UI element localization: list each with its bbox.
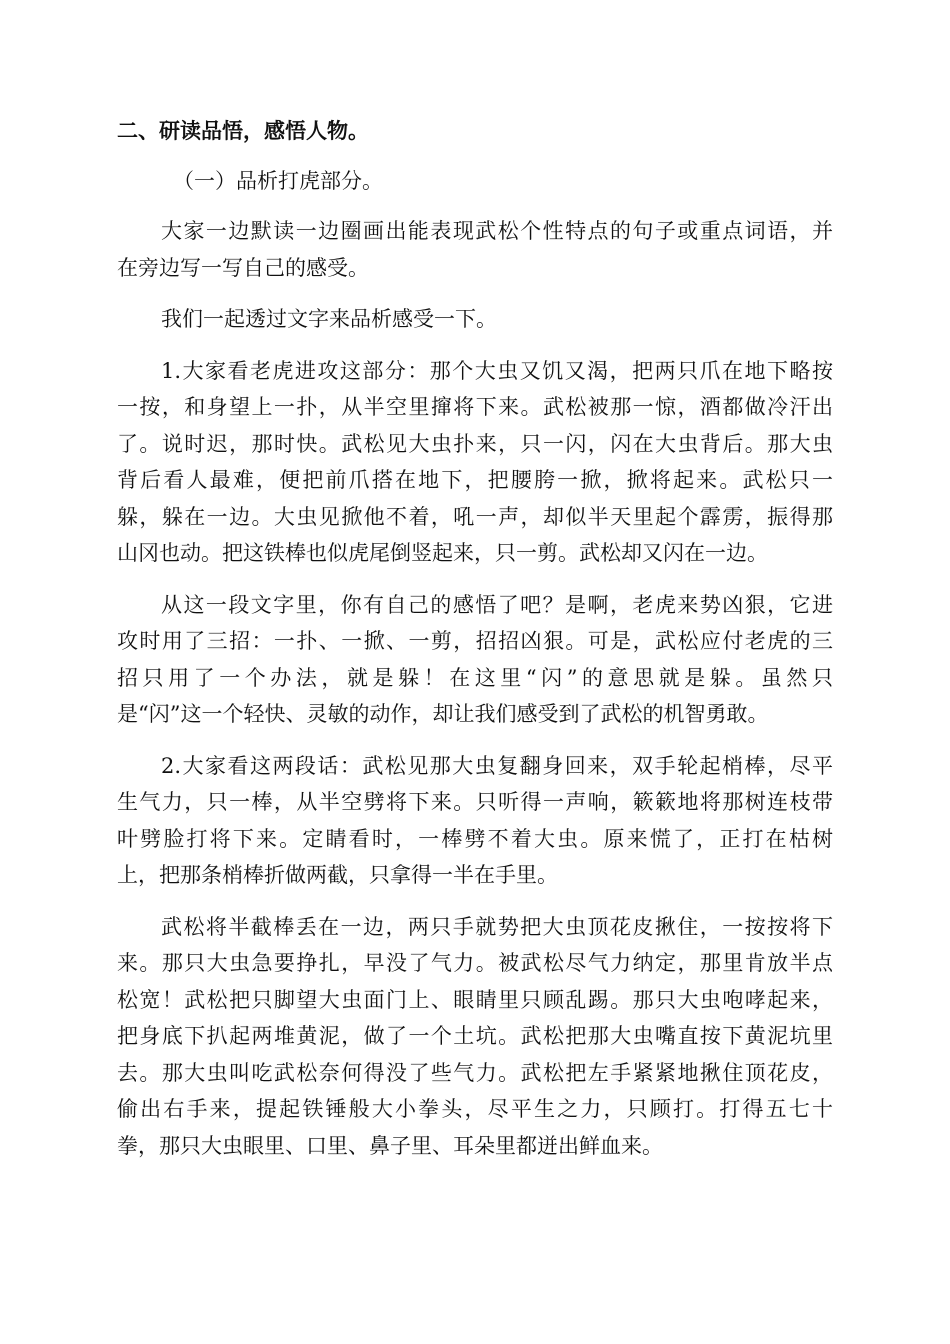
paragraph-line: 去。那大虫叫吃武松奈何得没了些气力。武松把左手紧紧地揪住顶花皮， [117,1060,833,1085]
section-heading: 二、研读品悟，感悟人物。 [117,118,369,143]
paragraph-line: 背后看人最难，便把前爪搭在地下，把腰胯一掀，掀将起来。武松只一 [117,468,833,492]
subsection-heading: （一）品析打虎部分。 [173,169,383,193]
paragraph-line: 来。那只大虫急要挣扎，早没了气力。被武松尽气力纳定，那里肯放半点 [117,951,833,975]
paragraph-line: 我们一起透过文字来品析感受一下。 [161,307,497,331]
paragraph-line: 叶劈脸打将下来。定睛看时，一棒劈不着大虫。原来慌了，正打在枯树 [117,826,833,851]
paragraph [117,301,833,338]
paragraph-line: 1.大家看老虎进攻这部分：那个大虫又饥又渴，把两只爪在地下略按 [161,358,833,383]
paragraph-line: 上，把那条梢棒折做两截，只拿得一半在手里。 [117,863,558,887]
paragraph-line: 大家一边默读一边圈画出能表现武松个性特点的句子或重点词语，并 [161,219,833,243]
paragraph [117,587,833,733]
paragraph-line: 躲，躲在一边。大虫见掀他不着，吼一声，却似半天里起个霹雳，振得那 [117,504,833,529]
paragraph-line: 在旁边写一写自己的感受。 [117,255,369,280]
paragraph [117,353,833,572]
paragraph-line: 一按，和身望上一扑，从半空里撺将下来。武松被那一惊，酒都做冷汗出 [117,395,833,419]
paragraph-line: 松宽！武松把只脚望大虫面门上、眼睛里只顾乱踢。那只大虫咆哮起来， [117,987,833,1012]
paragraph-line: 是“闪”这一个轻快、灵敏的动作，却让我们感受到了武松的机智勇敢。 [117,702,769,726]
paragraph-line: 把身底下扒起两堆黄泥，做了一个土坑。武松把那大虫嘴直按下黄泥坑里 [117,1024,833,1048]
paragraph-line: 武松将半截棒丢在一边，两只手就势把大虫顶花皮揪住，一按按将下 [161,914,833,939]
document-body [117,113,833,1179]
paragraph-line: 2.大家看这两段话：武松见那大虫复翻身回来，双手轮起梢棒，尽平 [161,753,833,778]
paragraph [117,909,833,1165]
paragraph [117,748,833,894]
paragraph [117,213,833,286]
paragraph-line: 山冈也动。把这铁棒也似虎尾倒竖起来，只一剪。武松却又闪在一边。 [117,541,768,565]
paragraph-line: 从这一段文字里，你有自己的感悟了吧？是啊，老虎来势凶狠，它进 [161,592,833,617]
paragraph-line: 了。说时迟，那时快。武松见大虫扑来，只一闪，闪在大虫背后。那大虫 [117,431,833,456]
paragraph-line: 生气力，只一棒，从半空劈将下来。只听得一声响，簌簌地将那树连枝带 [117,790,833,814]
paragraph-line: 攻时用了三招：一扑、一掀、一剪，招招凶狠。可是，武松应付老虎的三 [117,629,833,653]
paragraph-line: 偷出右手来，提起铁锤般大小拳头，尽平生之力，只顾打。打得五七十 [117,1097,833,1121]
paragraph-line: 拳，那只大虫眼里、口里、鼻子里、耳朵里都迸出鲜血来。 [117,1133,663,1158]
paragraph-list [117,213,833,1164]
paragraph-line: 招只用了一个办法，就是躲！在这里“闪”的意思就是躲。虽然只 [117,665,833,690]
